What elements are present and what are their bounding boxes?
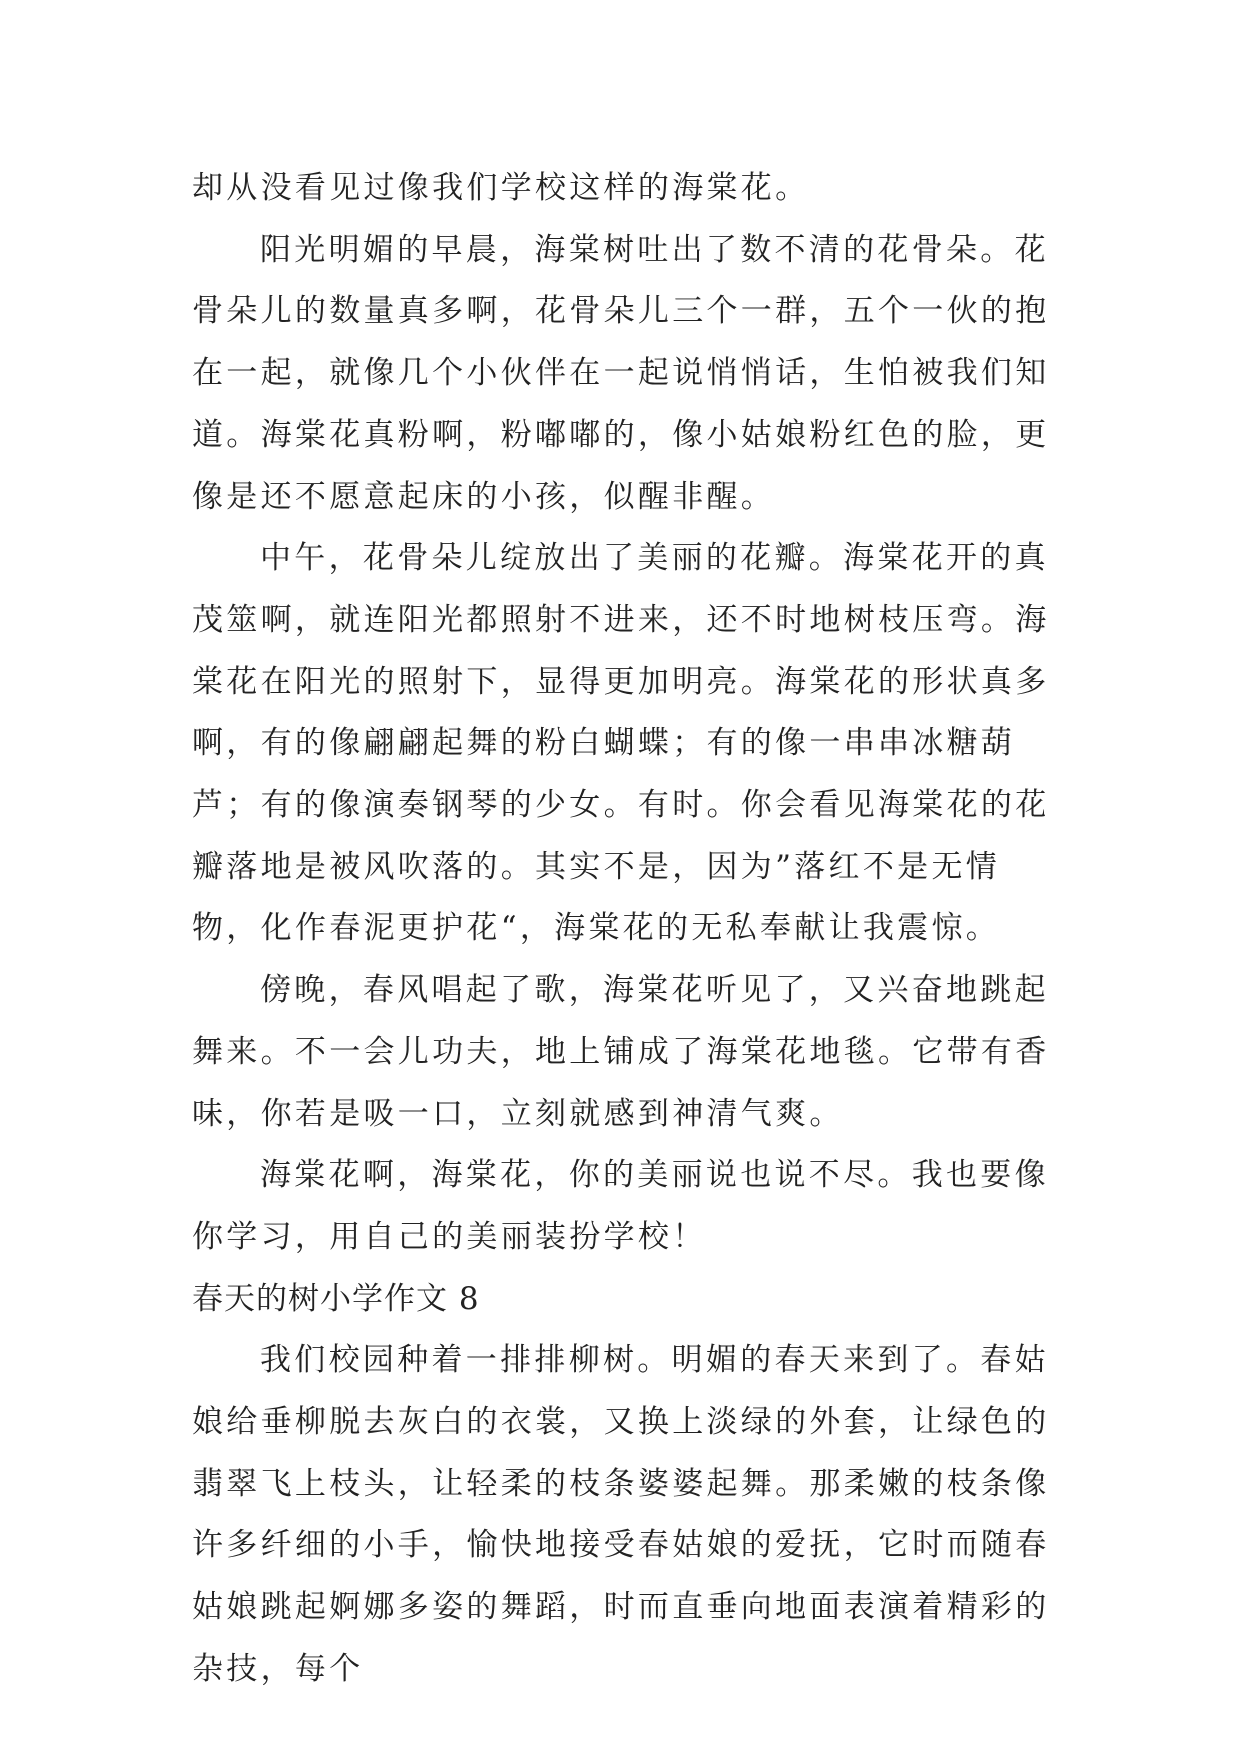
- paragraph-willows: 我们校园种着一排排柳树。明媚的春天来到了。春姑娘给垂柳脱去灰白的衣裳，又换上淡绿的外套，让绿色的翡翠飞上枝头，让轻柔的枝条婆婆起舞。那柔嫩的枝条像许多纤细的小手，愉快地接受春姑娘的爱抚，它时而随春姑娘跳起婀娜多姿的舞蹈，时而直垂向地面表演着精彩的杂技，每个: [192, 1342, 1050, 1687]
- paragraph-closing: 海棠花啊，海棠花，你的美丽说也说不尽。我也要像你学习，用自己的美丽装扮学校！: [192, 1157, 1049, 1255]
- section-heading: 春天的树小学作文 8: [192, 1280, 480, 1317]
- paragraph-morning: 阳光明媚的早晨，海棠树吐出了数不清的花骨朵。花骨朵儿的数量真多啊，花骨朵儿三个一群，五个一伙的抱在一起，就像几个小伙伴在一起说悄悄话，生怕被我们知道。海棠花真粉啊，粉嘟嘟的，像小姑娘粉红色的脸，更像是还不愿意起床的小孩，似醒非醒。: [192, 231, 1050, 515]
- document-body: [192, 158, 1064, 1701]
- paragraph-noon: 中午，花骨朵儿绽放出了美丽的花瓣。海棠花开的真茂筮啊，就连阳光都照射不进来，还不时地树枝压弯。海棠花在阳光的照射下，显得更加明亮。海棠花的形状真多啊，有的像翩翩起舞的粉白蝴蝶；有的像一串串冰糖葫芦；有的像演奏钢琴的少女。有时。你会看见海棠花的花瓣落地是被风吹落的。其实不是，因为”落红不是无情物，化作春泥更护花“，海棠花的无私奉献让我震惊。: [192, 540, 1050, 947]
- paragraph-continuation: 却从没看见过像我们学校这样的海棠花。: [192, 170, 810, 206]
- paragraph-evening: 傍晚，春风唱起了歌，海棠花听见了，又兴奋地跳起舞来。不一会儿功夫，地上铺成了海棠花地毯。它带有香味，你若是吸一口，立刻就感到神清气爽。: [192, 972, 1050, 1132]
